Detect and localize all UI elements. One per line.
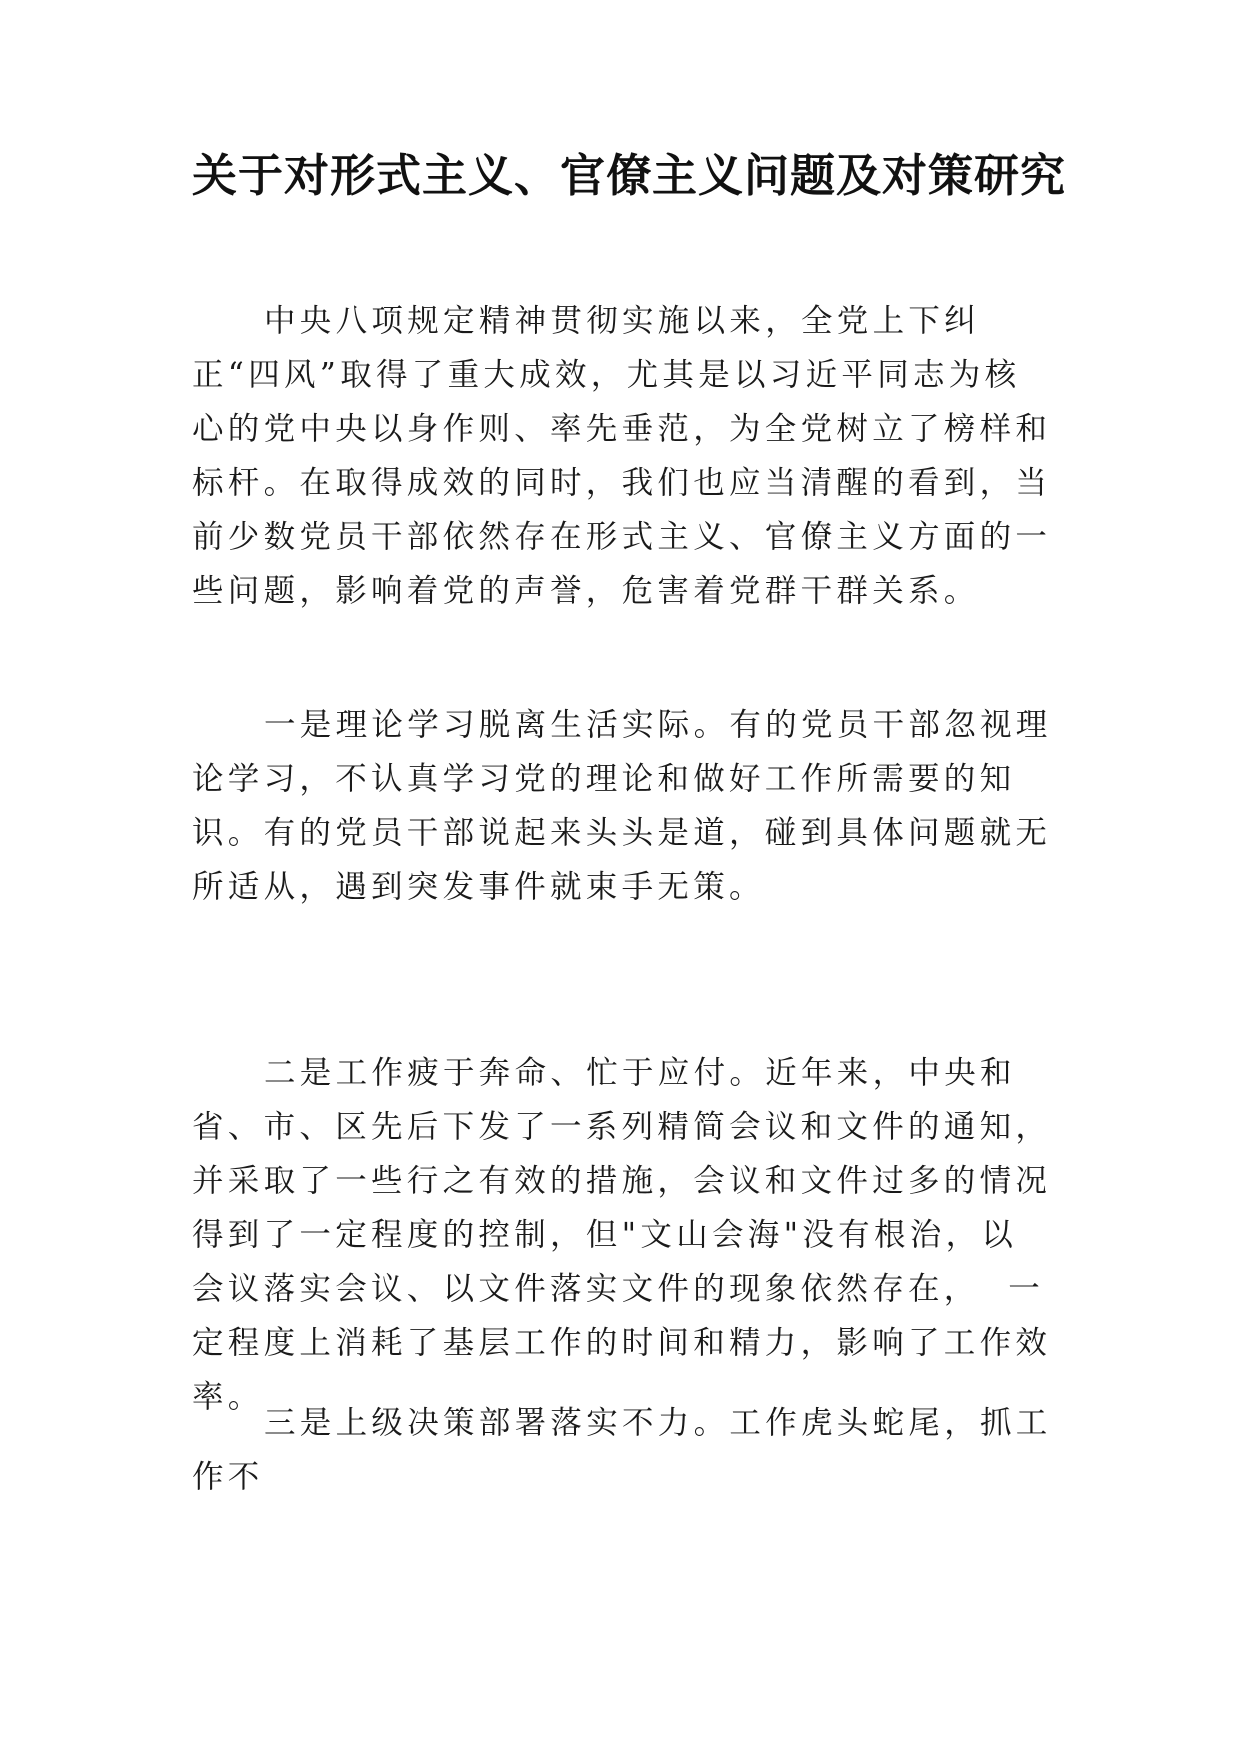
paragraph-issue-one: 一是理论学习脱离生活实际。有的党员干部忽视理论学习，不认真学习党的理论和做好工作所需要的知识。有的党员干部说起来头头是道，碰到具体问题就无所适从，遇到突发事件就束手无策。 — [192, 707, 1052, 905]
document-title: 关于对形式主义、官僚主义问题及对策研究 — [192, 149, 1067, 202]
paragraph-issue-two: 二是工作疲于奔命、忙于应付。近年来，中央和省、市、区先后下发了一系列精简会议和文件的通知，并采取了一些行之有效的措施，会议和文件过多的情况得到了一定程度的控制，但"文山会海"没有根治，以会议落实会议、以文件落实文件的现象依然存在， 一定程度上消耗了基层工作的时间和精力，影响了工作效率。 — [192, 1055, 1052, 1415]
paragraph-intro: 中央八项规定精神贯彻实施以来，全党上下纠正“四风”取得了重大成效，尤其是以习近平同志为核心的党中央以身作则、率先垂范，为全党树立了榜样和标杆。在取得成效的同时，我们也应当清醒的看到，当前少数党员干部依然存在形式主义、官僚主义方面的一些问题，影响着党的声誉，危害着党群干群关系。 — [192, 303, 1052, 609]
paragraph-issue-three: 三是上级决策部署落实不力。工作虎头蛇尾，抓工作不 — [192, 1405, 1052, 1495]
